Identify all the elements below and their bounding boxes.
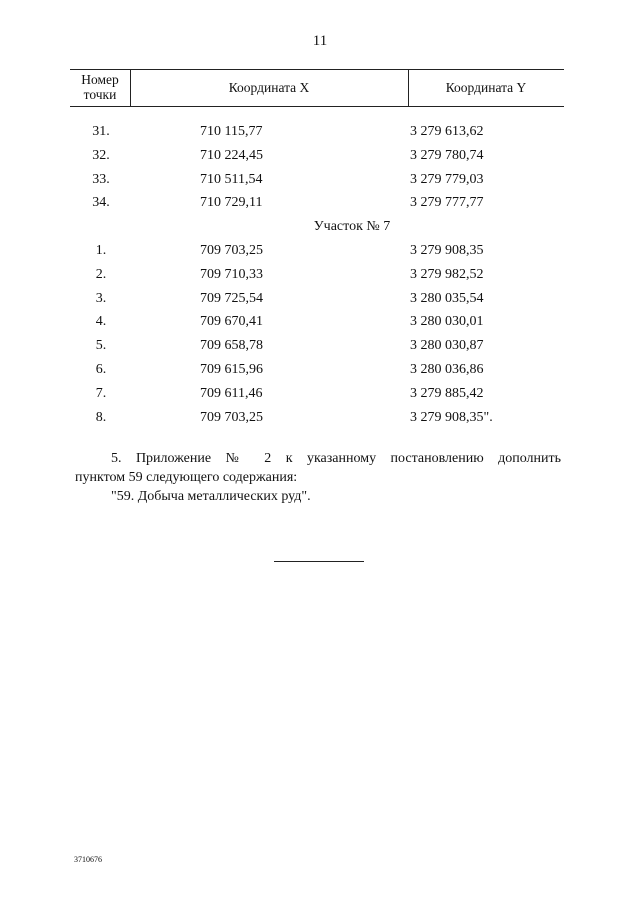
- point-number: 6.: [95, 361, 107, 377]
- coordinate-x: 710 224,45: [200, 147, 263, 163]
- closing-rule: [274, 561, 364, 562]
- point-number: 7.: [95, 385, 107, 401]
- point-number: 34.: [92, 195, 110, 211]
- header-number-line2: точки: [83, 87, 117, 102]
- coordinate-y: 3 279 613,62: [410, 124, 484, 139]
- point-number: 8.: [95, 409, 107, 425]
- coordinate-x: 709 725,54: [200, 290, 263, 306]
- header-x: Координата X: [228, 80, 310, 95]
- point-number: 5.: [95, 338, 107, 354]
- point-number: 32.: [92, 147, 110, 163]
- table-row: [70, 168, 564, 192]
- coordinate-y: 3 279 777,77: [410, 195, 484, 211]
- point-number: 2.: [95, 266, 107, 282]
- table-row: [70, 406, 564, 430]
- point-number: 4.: [95, 314, 107, 330]
- paragraph-line-1: 5. Приложение № 2 к указанному постановлению дополнить: [111, 451, 561, 466]
- amendment-paragraph: [75, 449, 561, 506]
- coordinate-y: 3 279 779,03: [410, 171, 484, 187]
- coordinate-x: 710 115,77: [200, 124, 263, 139]
- coordinate-y: 3 279 908,35: [410, 242, 484, 258]
- point-number: 3.: [95, 290, 107, 306]
- section-title: Участок № 7: [313, 219, 391, 235]
- table-row: [70, 287, 564, 311]
- coordinate-y: 3 279 780,74: [410, 147, 484, 163]
- coordinate-x: 709 703,25: [200, 242, 263, 258]
- coordinates-table-body: [70, 120, 564, 429]
- table-row: [70, 358, 564, 382]
- coordinate-x: 710 511,54: [200, 171, 263, 187]
- header-y: Координата Y: [445, 80, 527, 95]
- table-row: [70, 144, 564, 168]
- document-code: 3710676: [74, 855, 102, 864]
- coordinate-x: 709 670,41: [200, 314, 263, 330]
- table-row: [70, 239, 564, 263]
- point-number: 33.: [92, 171, 110, 187]
- coordinate-y: 3 279 982,52: [410, 266, 484, 282]
- coordinate-y: 3 279 908,35".: [410, 409, 493, 425]
- table-row: [70, 120, 564, 144]
- header-number-line1: Номер: [81, 72, 119, 87]
- header-number-cell: [70, 72, 130, 102]
- coordinate-y: 3 279 885,42: [410, 385, 484, 401]
- coordinate-y: 3 280 035,54: [410, 290, 484, 306]
- table-row: [70, 334, 564, 358]
- coordinate-y: 3 280 030,87: [410, 338, 484, 354]
- point-number: 31.: [92, 124, 110, 139]
- table-header: [70, 69, 564, 107]
- table-row: [70, 382, 564, 406]
- table-row: [70, 263, 564, 287]
- paragraph-line-2: пунктом 59 следующего содержания:: [75, 470, 298, 485]
- table-row: [70, 191, 564, 215]
- coordinate-x: 710 729,11: [200, 195, 263, 211]
- coordinate-x: 709 658,78: [200, 338, 263, 354]
- coordinate-y: 3 280 030,01: [410, 314, 484, 330]
- point-number: 1.: [95, 242, 107, 258]
- coordinate-x: 709 615,96: [200, 361, 263, 377]
- coordinate-x: 709 710,33: [200, 266, 263, 282]
- table-row: [70, 310, 564, 334]
- page-number: 11: [312, 33, 328, 49]
- coordinate-y: 3 280 036,86: [410, 361, 484, 377]
- coordinate-x: 709 611,46: [200, 385, 263, 401]
- paragraph-line-3: "59. Добыча металлических руд".: [111, 489, 311, 504]
- coordinate-x: 709 703,25: [200, 409, 263, 425]
